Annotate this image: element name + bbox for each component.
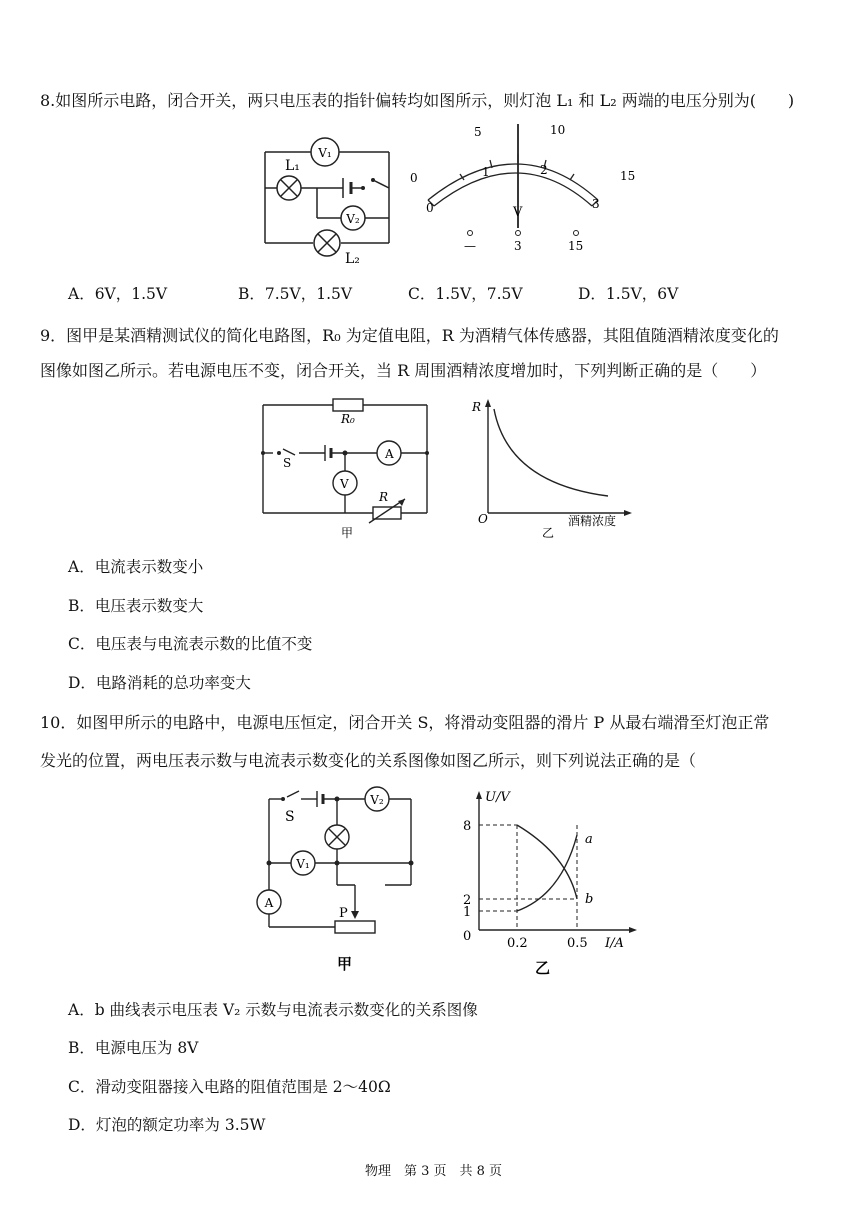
q9-graph-figure <box>468 393 648 541</box>
slider-p-label: P <box>339 906 348 921</box>
scale-upper-0: 0 <box>410 171 418 185</box>
scale-lower-1: 1 <box>482 165 490 179</box>
q10-option-b[interactable]: B．电源电压为 8V <box>68 1039 199 1057</box>
q9-stem-line2: 图像如图乙所示。若电源电压不变，闭合开关，当 R 周围酒精浓度增加时，下列判断正确的是（ ） <box>40 361 767 380</box>
q10-option-a[interactable]: A．b 曲线表示电压表 V₂ 示数与电流表示数变化的关系图像 <box>68 1001 478 1019</box>
graph-y-label-10: U/V <box>485 790 510 805</box>
q9-caption-jia: 甲 <box>341 526 354 540</box>
v2-label-10: V₂ <box>370 793 384 807</box>
scale-upper-15: 15 <box>620 169 636 183</box>
l2-label: L₂ <box>345 251 360 267</box>
y-tick-2: 2 <box>463 893 472 908</box>
scale-upper-5: 5 <box>474 125 482 139</box>
q10-caption-jia: 甲 <box>337 955 353 973</box>
q8-option-a[interactable]: A．6V，1.5V <box>68 285 168 303</box>
graph-x-label-10: I/A <box>605 936 624 951</box>
x-tick-0-2: 0.2 <box>507 936 528 951</box>
switch-s-label-10: S <box>285 809 295 825</box>
graph-x-label: 酒精浓度 <box>568 514 617 528</box>
x-tick-0-5: 0.5 <box>567 936 588 951</box>
q10-stem-line1: 10．如图甲所示的电路中，电源电压恒定，闭合开关 S，将滑动变阻器的滑片 P 从最右端滑至灯泡正常 <box>40 713 770 732</box>
q9-option-a[interactable]: A．电流表示数变小 <box>68 558 204 576</box>
q8-option-b[interactable]: B．7.5V，1.5V <box>238 285 353 303</box>
graph-y-label: R <box>472 400 482 414</box>
curve-a-label: a <box>585 832 593 847</box>
terminal-minus: — <box>464 239 476 253</box>
graph-origin-10: 0 <box>463 929 472 944</box>
scale-lower-0: 0 <box>426 201 434 215</box>
sensor-r-label: R <box>379 490 389 504</box>
voltmeter-label: V <box>340 477 349 491</box>
switch-s-label: S <box>283 456 292 470</box>
graph-origin: O <box>478 512 488 526</box>
q8-voltmeter-dial <box>400 118 640 258</box>
q10-circuit-figure <box>255 785 430 975</box>
meter-unit: V <box>513 205 523 220</box>
scale-lower-2: 2 <box>540 163 548 177</box>
ammeter-label-10: A <box>264 896 274 910</box>
q8-circuit-figure <box>255 118 405 268</box>
q8-option-d[interactable]: D．1.5V，6V <box>578 285 679 303</box>
q9-option-d[interactable]: D．电路消耗的总功率变大 <box>68 674 251 692</box>
ammeter-label: A <box>385 447 394 461</box>
v2-label: V₂ <box>346 212 360 226</box>
scale-lower-3: 3 <box>592 197 600 211</box>
q10-stem-line2: 发光的位置，两电压表示数与电流表示数变化的关系图像如图乙所示，则下列说法正确的是（ <box>40 751 697 770</box>
terminal-3: 3 <box>514 239 522 253</box>
q10-option-c[interactable]: C．滑动变阻器接入电路的阻值范围是 2～40Ω <box>68 1078 391 1096</box>
v1-label: V₁ <box>318 146 332 160</box>
r0-label: R₀ <box>341 412 355 426</box>
q9-circuit-figure <box>255 393 435 541</box>
q9-caption-yi: 乙 <box>542 526 555 540</box>
y-tick-1: 1 <box>463 905 472 920</box>
q9-stem-line1: 9．图甲是某酒精测试仪的简化电路图，R₀ 为定值电阻，R 为酒精气体传感器，其阻值随酒精浓度变化的 <box>40 326 779 345</box>
q8-options <box>68 282 788 304</box>
scale-upper-10: 10 <box>550 123 566 137</box>
page-footer: 物理 第 3 页 共 8 页 <box>364 1164 503 1179</box>
q9-option-c[interactable]: C．电压表与电流表示数的比值不变 <box>68 635 313 653</box>
terminal-15: 15 <box>568 239 584 253</box>
y-tick-8: 8 <box>463 819 472 834</box>
v1-label-10: V₁ <box>296 857 310 871</box>
q10-caption-yi: 乙 <box>535 959 551 975</box>
l1-label: L₁ <box>285 158 300 174</box>
q10-option-d[interactable]: D．灯泡的额定功率为 3.5W <box>68 1116 266 1134</box>
q10-graph-figure <box>455 785 655 975</box>
curve-b-label: b <box>585 892 594 907</box>
q8-stem: 8.如图所示电路，闭合开关，两只电压表的指针偏转均如图所示，则灯泡 L₁ 和 L₂ 两端的电压分别为( ) <box>40 91 795 110</box>
q8-option-c[interactable]: C．1.5V，7.5V <box>408 285 523 303</box>
q9-option-b[interactable]: B．电压表示数变大 <box>68 597 204 615</box>
